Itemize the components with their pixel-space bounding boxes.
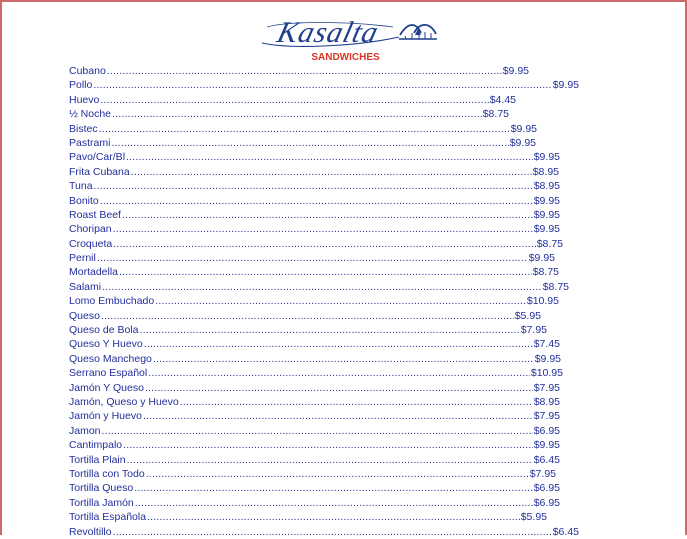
menu-item-name: Tortilla con Todo (69, 467, 145, 480)
menu-item-name: Croqueta (69, 237, 113, 250)
menu-item (69, 337, 560, 351)
menu-item-name: Salami (69, 280, 102, 293)
menu-item-name: Bistec (69, 122, 98, 135)
dot-leader (122, 208, 533, 222)
menu-item (69, 208, 560, 222)
menu-item-price: $9.95 (552, 79, 579, 92)
menu-item-name: Frita Cubana (69, 165, 130, 178)
menu-item-price: $9.95 (528, 252, 555, 265)
dot-leader (145, 381, 533, 395)
menu-item (69, 179, 560, 193)
dot-leader (107, 64, 502, 78)
menu-item (69, 467, 556, 481)
menu-list (69, 64, 589, 539)
dot-leader (100, 194, 533, 208)
menu-item (69, 510, 547, 524)
menu-item (69, 165, 559, 179)
menu-item (69, 381, 560, 395)
menu-item-name: Revoltillo (69, 525, 112, 538)
menu-item-price: $6.45 (552, 525, 579, 538)
menu-item (69, 481, 560, 495)
menu-item (69, 409, 560, 423)
dot-leader (153, 352, 534, 366)
dot-leader (102, 280, 542, 294)
menu-item-name: Mortadella (69, 266, 119, 279)
menu-item (69, 150, 560, 164)
menu-item-name: Roast Beef (69, 208, 121, 221)
menu-item-price: $7.95 (533, 381, 560, 394)
logo-area (2, 16, 687, 50)
dot-leader (134, 481, 533, 495)
menu-item (69, 64, 529, 78)
menu-item (69, 78, 579, 92)
menu-item (69, 352, 561, 366)
menu-item (69, 309, 541, 323)
menu-item-price: $9.95 (509, 136, 536, 149)
dot-leader (119, 265, 532, 279)
menu-item-name: Queso Y Huevo (69, 338, 143, 351)
dot-leader (94, 179, 533, 193)
menu-item-price: $6.95 (533, 424, 560, 437)
menu-item-name: Jamón, Queso y Huevo (69, 395, 179, 408)
menu-item-name: Pernil (69, 252, 96, 265)
dot-leader (113, 237, 536, 251)
menu-item-price: $9.95 (534, 352, 561, 365)
dot-leader (100, 93, 488, 107)
menu-item-price: $4.45 (489, 93, 516, 106)
menu-item (69, 93, 516, 107)
brand-logo (253, 16, 438, 50)
menu-item-name: Tortilla Jamón (69, 496, 134, 509)
dot-leader (101, 309, 514, 323)
dot-leader (97, 251, 528, 265)
menu-item-price: $7.95 (529, 467, 556, 480)
menu-item-price: $10.95 (526, 295, 559, 308)
menu-item-name: Cubano (69, 65, 106, 77)
menu-item-name: Tortilla Plain (69, 453, 126, 466)
menu-item-name: Tortilla Española (69, 511, 147, 524)
menu-item-name: Tortilla Queso (69, 482, 134, 495)
menu-item (69, 122, 537, 136)
menu-item (69, 280, 569, 294)
menu-item (69, 136, 536, 150)
dot-leader (112, 107, 482, 121)
menu-item-name: Pastrami (69, 136, 111, 149)
menu-item-price: $6.45 (533, 453, 560, 466)
dot-leader (139, 323, 519, 337)
menu-item-price: $8.95 (533, 180, 560, 193)
menu-item-price: $8.95 (533, 395, 560, 408)
menu-item-name: Tuna (69, 180, 93, 193)
menu-item-price: $6.95 (533, 496, 560, 509)
menu-item-price: $7.45 (533, 338, 560, 351)
menu-item-price: $8.75 (532, 266, 559, 279)
menu-item-price: $9.95 (533, 208, 560, 221)
menu-item-name: Jamón Y Queso (69, 381, 144, 394)
menu-item-name: Lomo Embuchado (69, 295, 155, 308)
menu-item-price: $9.95 (510, 122, 537, 135)
dot-leader (144, 337, 533, 351)
dot-leader (143, 409, 533, 423)
menu-item (69, 424, 560, 438)
dot-leader (126, 150, 533, 164)
menu-item-price: $8.75 (542, 280, 569, 293)
menu-item-name: Jamon (69, 424, 101, 437)
dot-leader (148, 366, 530, 380)
menu-item-name: Queso de Bola (69, 324, 139, 337)
menu-item-name: Choripan (69, 223, 112, 236)
dot-leader (131, 165, 532, 179)
menu-item (69, 496, 560, 510)
menu-item-price: $9.95 (502, 65, 529, 77)
menu-item-price: $8.75 (482, 108, 509, 121)
dot-leader (180, 395, 533, 409)
menu-item-price: $5.95 (520, 511, 547, 524)
dot-leader (123, 438, 533, 452)
dot-leader (146, 467, 529, 481)
menu-item (69, 366, 563, 380)
menu-item (69, 251, 555, 265)
menu-item-price: $9.95 (533, 439, 560, 452)
menu-item-price: $9.95 (533, 194, 560, 207)
section-title: SANDWICHES (311, 52, 380, 63)
menu-item (69, 395, 560, 409)
menu-item-name: Serrano Español (69, 367, 148, 380)
dot-leader (155, 294, 526, 308)
menu-item-name: Queso Manchego (69, 352, 152, 365)
menu-item-price: $5.95 (514, 309, 541, 322)
dot-leader (93, 78, 551, 92)
dot-leader (113, 525, 552, 539)
dot-leader (113, 222, 533, 236)
menu-item-price: $9.95 (533, 223, 560, 236)
bridge-arches-icon (398, 18, 438, 44)
menu-item (69, 453, 560, 467)
menu-item-name: Huevo (69, 93, 100, 106)
menu-item-name: Queso (69, 309, 100, 322)
menu-item (69, 438, 560, 452)
menu-item (69, 323, 547, 337)
menu-item-name: ½ Noche (69, 108, 112, 121)
menu-item (69, 107, 509, 121)
dot-leader (99, 122, 510, 136)
menu-item (69, 237, 563, 251)
menu-item-price: $8.95 (532, 165, 559, 178)
menu-item (69, 222, 560, 236)
menu-item-name: Pavo/Car/Bl (69, 151, 126, 164)
dot-leader (135, 496, 533, 510)
menu-item-name: Bonito (69, 194, 99, 207)
brand-name: Kasalta (273, 16, 383, 49)
menu-item-price: $7.95 (520, 324, 547, 337)
dot-leader (111, 136, 508, 150)
menu-item-name: Cantimpalo (69, 439, 123, 452)
menu-item-price: $10.95 (530, 367, 563, 380)
dot-leader (102, 424, 533, 438)
dot-leader (127, 453, 533, 467)
menu-item-price: $8.75 (536, 237, 563, 250)
dot-leader (147, 510, 520, 524)
menu-item-name: Jamón y Huevo (69, 410, 142, 423)
menu-item-name: Pollo (69, 79, 93, 92)
menu-item-price: $7.95 (533, 410, 560, 423)
menu-item (69, 265, 559, 279)
menu-item-price: $6.95 (533, 482, 560, 495)
menu-item (69, 525, 579, 539)
menu-item (69, 294, 559, 308)
menu-item-price: $9.95 (533, 151, 560, 164)
menu-item (69, 194, 560, 208)
